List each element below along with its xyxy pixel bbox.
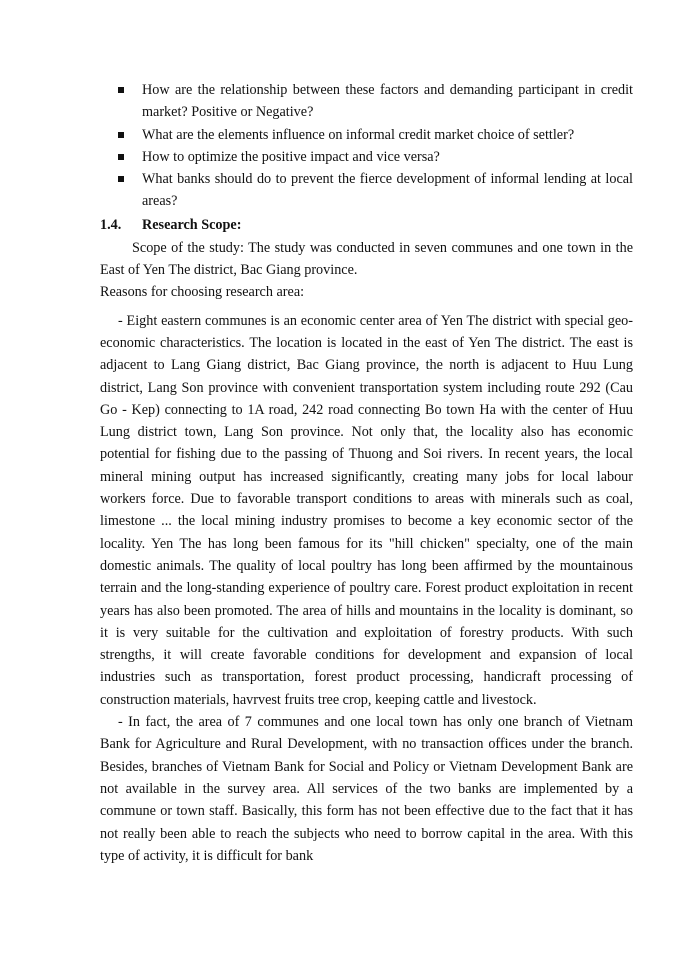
section-heading [100, 213, 633, 237]
square-bullet-icon [118, 154, 124, 160]
list-item-text: How to optimize the positive impact and vice versa? [142, 148, 440, 165]
list-item [100, 124, 633, 146]
banks-paragraph: - In fact, the area of 7 communes and one local town has only one branch of Vietnam Bank for Agriculture and Rural Development, with no transaction offices under the branch. Besides, branches of Vietnam Bank for Social and Policy or Vietnam Development Bank are not available in the survey area. All services of the two banks are implemented by a commune or town staff. Basically, this form has not been effective due to the fact that it has not really been able to reach the subjects who need to borrow capital in the area. With this type of activity, it is difficult for bank [100, 714, 633, 864]
list-item [100, 79, 633, 124]
list-item [100, 168, 633, 213]
reasons-label: Reasons for choosing research area: [100, 284, 305, 301]
section-number: 1.4. [100, 216, 122, 233]
square-bullet-icon [118, 132, 124, 138]
list-item-text: How are the relationship between these factors and demanding participant in credit market? Positive or Negative? [142, 82, 633, 121]
square-bullet-icon [118, 176, 124, 182]
list-item-text: What are the elements influence on informal credit market choice of settler? [142, 126, 575, 143]
research-questions-list [100, 79, 633, 213]
eastern-communes-paragraph: - Eight eastern communes is an economic center area of Yen The district with special geo-economic characteristics. The location is located in the east of Yen The district. The east is adjacent to Lang Giang district, Bac Giang province, the north is adjacent to Huu Lung district, Lang Son province with convenient transportation system including route 292 (Cau Go - Kep) connecting to 1A road, 242 road connecting Bo town Ha with the center of Huu Lung district town, Lang Son province. Not only that, the locality also has economic potential for fishing due to the passing of Thuong and Soi rivers. In recent years, the local mineral mining output has increased significantly, creating many jobs for local labour workers force. Due to favorable transport conditions to areas with minerals such as coal, limestone ... the local mining industry promises to become a key economic sector of the locality. Yen The has long been famous for its "hill chicken" specialty, one of the main domestic animals. The quality of local poultry has long been affirmed by the mountainous terrain and the long-standing experience of poultry care. Forest product exploitation in recent years has also been promoted. The area of hills and mountains in the locality is dominant, so it is very suitable for the cultivation and exploitation of forestry products. With such strengths, it will create favorable conditions for development and expansion of local industries such as transportation, forest product processing, handicraft processing of construction materials, havrvest fruits tree crop, keeping cattle and livestock. [100, 312, 633, 708]
square-bullet-icon [118, 87, 124, 93]
section-title: Research Scope: [142, 216, 242, 233]
list-item [100, 146, 633, 168]
list-item-text: What banks should do to prevent the fierce development of informal lending at local areas? [142, 171, 633, 210]
page-content [100, 79, 633, 867]
scope-paragraph: Scope of the study: The study was conducted in seven communes and one town in the East of Yen The district, Bac Giang province. [100, 239, 633, 279]
